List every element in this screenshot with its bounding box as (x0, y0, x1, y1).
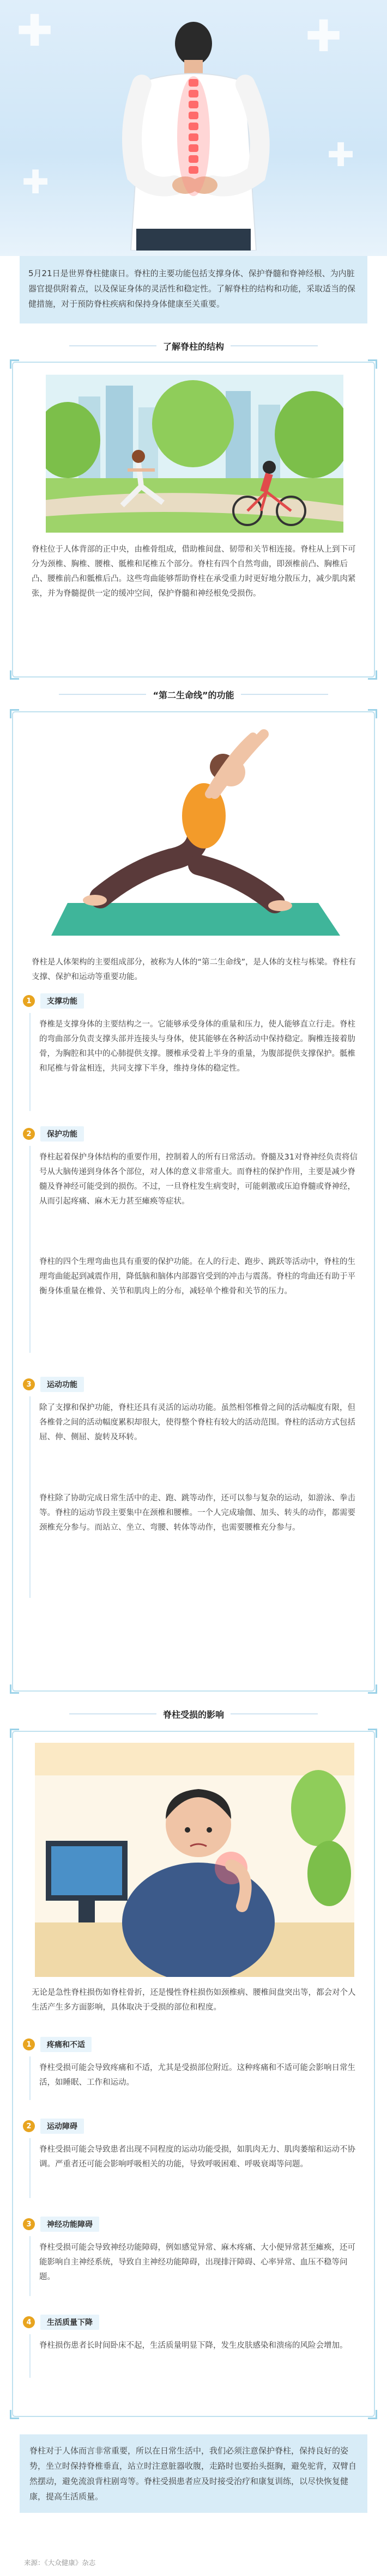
number-badge: 3 (23, 2218, 35, 2230)
function-protection-paragraph-1: 脊柱起着保护身体结构的重要作用，控制着人的所有日常活动。脊髓及31对脊神经负责将信号从大脑传递到身体各个部位，对人体的意义非常重大。而脊柱的保护作用，主要是减少脊髓及脊神经可能受到的损伤。不过，一旦脊柱发生病变时，可能刺激或压迫脊髓或脊神经，从而引起疼痛、麻木无力甚至瘫痪等症状。 (39, 1153, 358, 1206)
functions-intro-paragraph: 脊柱是人体架构的主要组成部分，被称为人体的“第二生命线”，是人体的支柱与栋梁。脊柱有支撑、保护和运动等重要功能。 (32, 958, 356, 981)
function-movement-paragraph-2: 脊柱除了协助完成日常生活中的走、跑、跳等动作，还可以参与复杂的运动，如游泳、拳击等。脊柱的运动节段主要集中在颈椎和腰椎。一个人完成瑜伽、加头、转头的动作，都需要颈椎充分参与。而站立、坐立、弯腰、转体等动作，也需要腰椎充分参与。 (39, 1494, 355, 1532)
damage-item-pain-header (23, 2037, 92, 2052)
function-item-movement-header (23, 1377, 84, 1392)
damage-intro-paragraph: 无论是急性脊柱损伤如脊柱骨折，还是慢性脊柱损伤如颈椎病、腰椎间盘突出等，都会对个人生活产生多方面影响，具体取决于受损的部位和程度。 (32, 1988, 356, 2012)
medical-cross-icon: ✚ (327, 136, 355, 174)
function-item-label: 运动功能 (40, 1377, 84, 1392)
intro-paragraph: 5月21日是世界脊柱健康日。脊柱的主要功能包括支撑身体、保护脊髓和脊神经根、为内脏器官提供附着点，以及保证身体的灵活性和稳定性。了解脊柱的结构和功能，采取适当的保健措施，对于预防脊柱疾病和保持身体健康至关重要。 (20, 256, 367, 323)
function-protection-paragraph-2: 脊柱的四个生理弯曲也具有重要的保护功能。在人的行走、跑步、跳跃等活动中，脊柱的生理弯曲能起到减震作用，降低脑和脑体内部器官受到的冲击与震荡。脊柱的弯曲还有助于平衡身体重量在椎骨、关节和肌肉上的分布，减轻单个椎骨和关节的压力。 (39, 1258, 355, 1296)
medical-cross-icon: ✚ (22, 163, 50, 202)
back-pain-illustration (93, 11, 294, 251)
section-title-damage (0, 1701, 387, 1726)
title-divider-left (69, 345, 156, 346)
damage-motor-paragraph: 脊柱受损可能会导致患者出现不同程度的运动功能受损，如肌肉无力、肌肉萎缩和运动不协调。严重者还可能会影响呼吸相关的功能，导致呼吸困难、呼吸衰竭等问题。 (39, 2145, 355, 2169)
hero-banner (0, 0, 387, 256)
section-title-structure (0, 333, 387, 358)
damage-item-label: 疼痛和不适 (40, 2037, 92, 2052)
section-title-text: 脊柱受损的影响 (162, 1709, 224, 1720)
damage-item-label: 神经功能障碍 (40, 2217, 99, 2232)
title-divider-right (231, 345, 318, 346)
function-item-protection-header (23, 1126, 84, 1142)
function-item-label: 支撑功能 (40, 993, 84, 1009)
damage-nerve-paragraph: 脊柱受损可能会导致神经功能障碍，例如感觉异常、麻木疼痛、大小便异常甚至瘫痪，还可能影响自主神经系统，导致自主神经功能障碍，出现排汗障碍、心率异常、血压不稳等问题。 (39, 2243, 355, 2281)
park-exercise-illustration (46, 375, 343, 533)
section-title-functions (0, 682, 387, 707)
damage-pain-paragraph: 脊柱受损可能会导致疼痛和不适，尤其是受损部位附近。这种疼痛和不适可能会影响日常生活，如睡眠、工作和运动。 (39, 2064, 355, 2087)
function-movement-paragraph-1: 除了支撑和保护功能，脊柱还具有灵活的运动功能。虽然相邻椎骨之间的活动幅度有限，但各椎骨之间的活动幅度累积却很大，使得整个脊柱有较大的活动范围。脊柱的活动方式包括屈、伸、侧屈、旋转及环转。 (39, 1403, 355, 1442)
damage-card (12, 1731, 375, 2417)
functions-card (12, 711, 375, 1692)
neck-pain-illustration (35, 1743, 354, 1977)
damage-item-motor-header (23, 2119, 84, 2134)
damage-item-nerve-header (23, 2217, 99, 2232)
structure-paragraph: 脊柱位于人体背部的正中央，由椎骨组成，借助椎间盘、韧带和关节相连接。脊柱从上到下可分为颈椎、胸椎、腰椎、骶椎和尾椎五个部分。脊柱有四个自然弯曲，即颈椎前凸、胸椎后凸、腰椎前凸和骶椎后凸。这些弯曲能够帮助脊柱在承受重力时更好地分散压力，减少肌肉紧张，并为脊髓提供一定的缓冲空间，保护脊髓和神经根免受损伤。 (32, 545, 356, 598)
medical-cross-icon: ✚ (16, 5, 53, 56)
medical-cross-icon: ✚ (305, 11, 342, 62)
number-badge: 2 (23, 1128, 35, 1140)
source-note: 来源：《大众健康》杂志 (24, 2559, 96, 2567)
number-badge: 4 (23, 2316, 35, 2328)
function-item-label: 保护功能 (40, 1126, 84, 1142)
number-badge: 2 (23, 2120, 35, 2132)
function-item-support-header (23, 993, 84, 1009)
damage-item-label: 运动障碍 (40, 2119, 84, 2134)
damage-quality-paragraph: 脊柱损伤患者长时间卧床不起，生活质量明显下降，发生皮肤感染和溃疡的风险会增加。 (39, 2341, 348, 2350)
closing-paragraph: 脊柱对于人体而言非常重要，所以在日常生活中，我们必须注意保护脊柱，保持良好的姿势，坐立时保持脊椎垂直，站立时注意脏器收腹，走路时也要抬头挺胸，避免驼背，双臂自然摆动，避免流浪背柱剧弯等。脊柱受损患者应及时接受治疗和康复训练，以尽快恢复健康，提高生活质量。 (20, 2434, 367, 2513)
structure-card (12, 362, 375, 677)
function-support-paragraph: 脊椎是支撑身体的主要结构之一。它能够承受身体的重量和压力，使人能够直立行走。脊柱的弯曲部分负责支撑头部并连接头与身体，使其能够在各种活动中保持稳定。胸椎连接着肋骨，为胸腔和其中的心肺提供支撑。腰椎承受着上半身的重量，为腹部提供支撑保护。骶椎和尾椎与骨盆相连，共同支撑下半身，维持身体的稳定性。 (39, 1020, 355, 1073)
number-badge: 3 (23, 1378, 35, 1390)
number-badge: 1 (23, 2038, 35, 2050)
section-title-text: 了解脊柱的结构 (162, 341, 224, 352)
yoga-illustration (35, 723, 354, 947)
damage-item-quality-header (23, 2315, 99, 2330)
section-title-text: “第二生命线”的功能 (153, 689, 234, 700)
number-badge: 1 (23, 995, 35, 1007)
damage-item-label: 生活质量下降 (40, 2315, 99, 2330)
